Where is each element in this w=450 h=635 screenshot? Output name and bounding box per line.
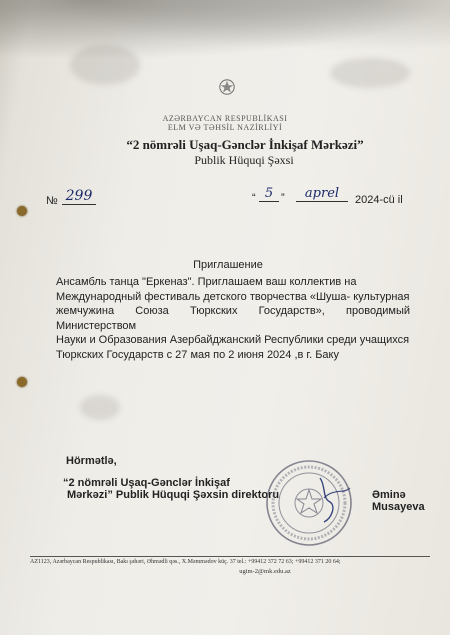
- date-quote-open: “: [252, 192, 256, 204]
- paper-stain: [70, 45, 140, 85]
- closing-title-line1: “2 nömrəli Uşaq-Gənclər İnkişaf: [63, 477, 230, 489]
- paper-stain: [80, 395, 120, 420]
- reference-number-label: №: [46, 195, 58, 207]
- organization-type: Publik Hüquqi Şəxsi: [194, 153, 294, 167]
- footer-email: ugim-2@mk.edu.az: [239, 568, 291, 575]
- letter-title: Приглашение: [193, 259, 263, 271]
- footer-address: AZ1123, Azərbaycan Respublikası, Bakı şəhəri, Əhmədli qəs., X.Məmmədov küç. 37 tel.: +99412 372 72 63; +99412 371 20 64;: [30, 559, 341, 565]
- republic-name: AZƏRBAYCAN RESPUBLİKASI: [162, 114, 288, 123]
- reference-number: 299: [62, 188, 96, 205]
- paper-stain: [330, 58, 410, 88]
- signer-name: Əminə Musayeva: [372, 489, 425, 513]
- date-month: aprel: [296, 186, 348, 202]
- letter-body: [56, 275, 410, 362]
- binder-hole: [17, 206, 27, 216]
- letter-line: Ансамбль танца "Еркеназ". Приглашаем ваш коллектив на: [56, 276, 357, 288]
- letter-line: жемчужина Союза Тюркских Государств», проводимый Министерством: [56, 305, 410, 332]
- letter-line: Тюркских Государств с 27 мая по 2 июня 2024 ,в г. Баку: [56, 348, 339, 361]
- date-day: 5: [259, 186, 279, 202]
- letter-line: Международный фестиваль детского творчества «Шуша- культурная: [56, 290, 410, 303]
- closing-title-line2: Mərkəzi” Publik Hüquqi Şəxsin direktoru: [67, 489, 280, 501]
- letter-line: Науки и Образования Азербайджанский Республики среди учащихся: [56, 334, 410, 346]
- date-quote-close: ”: [281, 192, 285, 204]
- ministry-name: ELM VƏ TƏHSİL NAZİRLİYİ: [167, 123, 283, 132]
- footer-divider: [30, 556, 430, 557]
- state-emblem-icon: [218, 78, 236, 96]
- closing-regards: Hörmətlə,: [66, 455, 117, 467]
- organization-name: “2 nömrəli Uşaq-Gənclər İnkişaf Mərkəzi”: [126, 137, 364, 152]
- binder-hole: [17, 377, 27, 387]
- date-year: 2024-cü il: [355, 194, 403, 206]
- official-seal-stamp: [264, 458, 354, 548]
